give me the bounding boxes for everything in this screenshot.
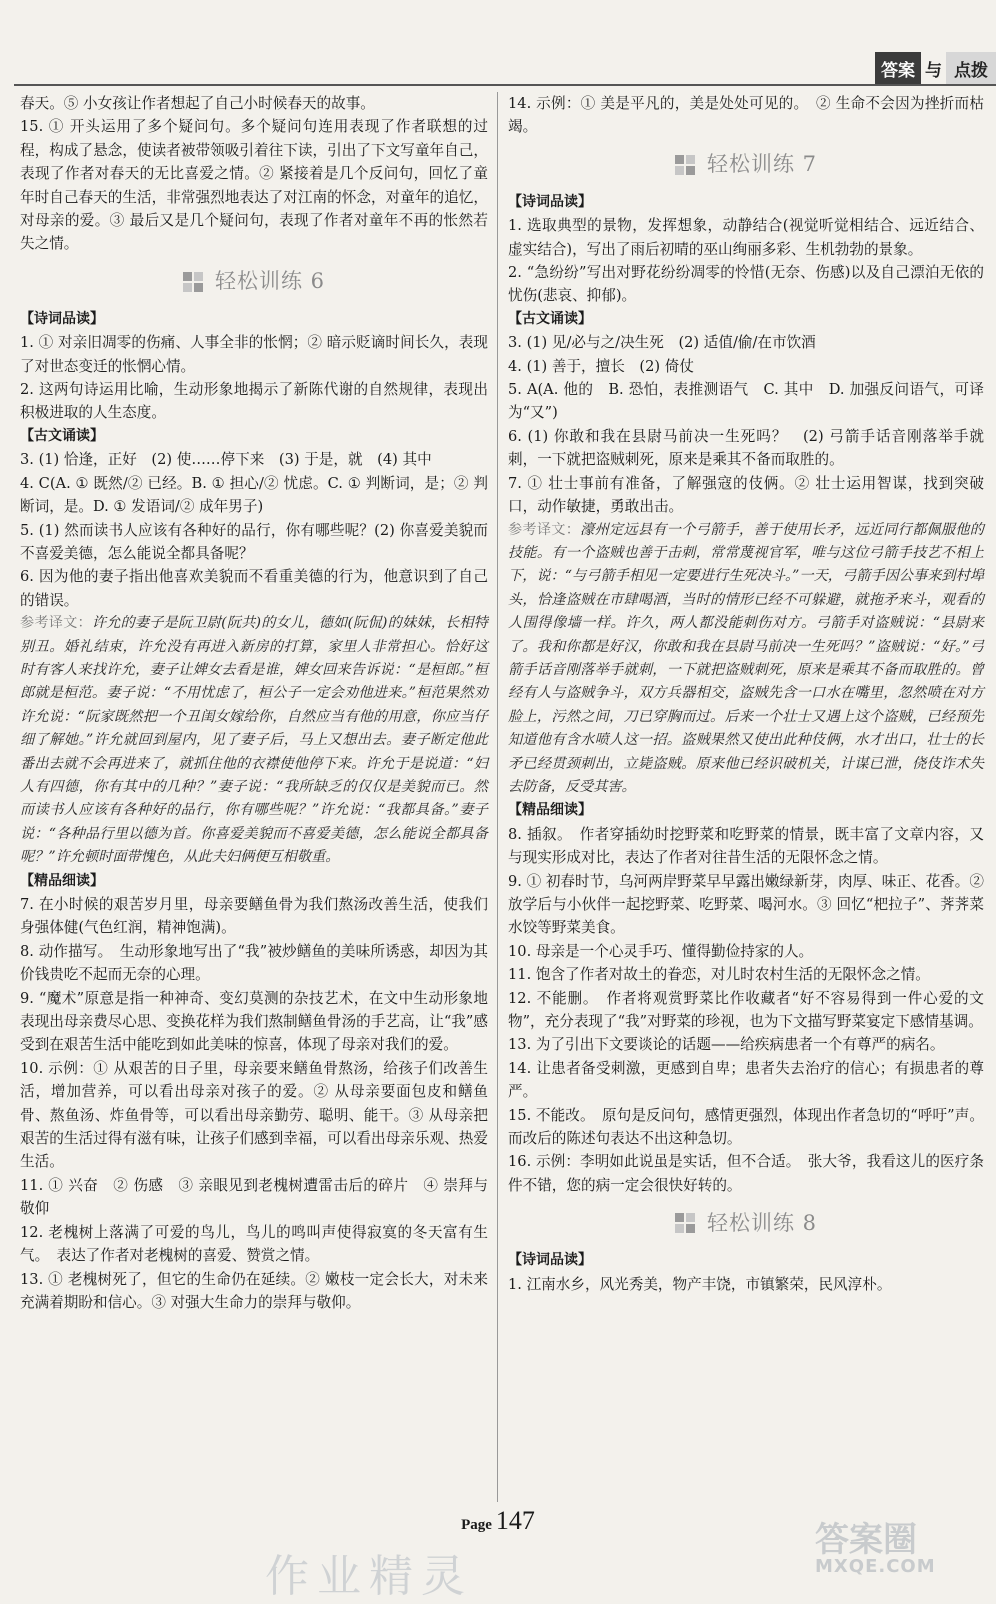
answer-line: 4. C(A. ① 既然/② 已经。B. ① 担心/② 忧虑。C. ① 判断词，是；② 判断词，是。D. ① 发语词/② 成年男子) — [20, 474, 488, 516]
header-rule — [14, 84, 996, 86]
answer-line: 7. 在小时候的艰苦岁月里，母亲要鳝鱼骨为我们熬汤改善生活，使我们身强体健(气色红润，精神饱满)。 — [20, 896, 488, 937]
answer-line: 2. “急纷纷”写出对野花纷纷凋零的怜惜(无奈、伤感)以及自己漂泊无依的忧伤(悲哀、抑郁)。 — [508, 264, 984, 305]
translation-label: 参考译文： — [20, 615, 92, 632]
answer-line: 14. 示例：① 美是平凡的，美是处处可见的。 ② 生命不会因为挫折而枯竭。 — [508, 95, 984, 136]
answer-line: 2. 这两句诗运用比喻，生动形象地揭示了新陈代谢的自然规律，表现出积极进取的人生态度。 — [20, 381, 488, 422]
section-mark-icon — [675, 155, 697, 175]
answer-line: 16. 示例：李明如此说虽是实话，但不合适。 张大爷，我看这儿的医疗条件不错，您的病一定会很快好转的。 — [508, 1153, 984, 1194]
answer-line: 8. 插叙。 作者穿插幼时挖野菜和吃野菜的情景，既丰富了文章内容，又与现实形成对比，表达了作者对往昔生活的无限怀念之情。 — [508, 825, 984, 867]
section-title-8 — [508, 1197, 984, 1249]
answer-line: 10. 示例：① 从艰苦的日子里，母亲要来鳝鱼骨熬汤，给孩子们改善生活，增加营养，可以看出母亲对孩子的爱。② 从母亲要面包皮和鳝鱼骨、熬鱼汤、炸鱼骨等，可以看出母亲勤劳、聪明、能干。③ 从母亲把艰苦的生活过得有滋有味，让孩子们感到幸福，可以看出母亲乐观、热爱生活。 — [20, 1059, 488, 1171]
page-number: 147 — [495, 1506, 535, 1535]
answer-line: 5. (1) 然而读书人应该有各种好的品行，你有哪些呢？(2) 你喜爱美貌而不喜爱美德，怎么能说全都具备呢？ — [20, 521, 488, 562]
answer-line: 9. ① 初春时节，乌河两岸野菜早早露出嫩绿新芽，肉厚、味正、花香。② 放学后与小伙伴一起挖野菜、吃野菜、喝河水。③ 回忆“杷拉子”、荠荠菜水饺等野菜美食。 — [508, 872, 984, 937]
section-title-text: 轻松训练 8 — [706, 1210, 818, 1235]
answer-line: 12. 老槐树上落满了可爱的鸟儿，鸟儿的鸣叫声使得寂寞的冬天富有生气。 表达了作者对老槐树的喜爱、赞赏之情。 — [20, 1223, 488, 1265]
answer-line: 15. ① 开头运用了多个疑问句。多个疑问句连用表现了作者联想的过程，构成了悬念，使读者被带领吸引着往下读，引出了下文写童年自己，表现了作者对春天的无比喜爱之情。② 紧接着是几个反问句，回忆了童年时自己春天的生活，非常强烈地表达了对江南的怀念，对童年的追忆，对母亲的爱。③ 最后又是几个疑问句，表现了作者对童年不再的怅然若失之情。 — [20, 118, 488, 253]
section-mark-icon — [183, 272, 205, 292]
answer-line: 1. 选取典型的景物，发挥想象，动静结合(视觉听觉相结合、远近结合、虚实结合)，写出了雨后初晴的巫山绚丽多彩、生机勃勃的景象。 — [508, 217, 984, 258]
header-badge — [875, 52, 996, 85]
section-title-text: 轻松训练 6 — [214, 269, 326, 294]
answer-line: 5. A(A. 他的 B. 恐怕，表推测语气 C. 其中 D. 加强反问语气，可译为“又”) — [508, 381, 984, 422]
answer-line: 13. 为了引出下文要谈论的话题——给疾病患者一个有尊严的病名。 — [508, 1036, 945, 1054]
answer-line: 12. 不能删。 作者将观赏野菜比作收藏者“好不容易得到一件心爱的文物”，充分表现了“我”对野菜的珍视，也为下文描写野菜宴定下感情基调。 — [508, 989, 984, 1031]
right-column — [508, 92, 984, 1296]
left-column — [20, 92, 488, 1314]
reference-translation — [508, 519, 984, 800]
answer-badge: 答案 — [875, 52, 921, 85]
answer-line: 9. “魔术”原意是指一种神奇、变幻莫测的杂技艺术，在文中生动形象地表现出母亲费尽心思、变换花样为我们熬制鳝鱼骨汤的手艺高，让“我”感受到在艰苦生活中能吃到如此美味的惊喜，体现了母亲对我们的爱。 — [20, 989, 488, 1054]
answer-line: 3. (1) 见/必与之/决生死 (2) 适值/偷/在市饮酒 — [508, 334, 816, 352]
answer-line: 14. 让患者备受刺激，更感到自卑；患者失去治疗的信心；有损患者的尊严。 — [508, 1059, 984, 1101]
tag-poem: 【诗词品读】 — [508, 193, 592, 210]
answer-line: 1. 江南水乡，风光秀美，物产丰饶，市镇繁荣，民风淳朴。 — [508, 1275, 892, 1293]
answer-line: 春天。⑤ 小女孩让作者想起了自己小时候春天的故事。 — [20, 95, 375, 112]
translation-label: 参考译文： — [508, 521, 581, 538]
and-badge: 与 — [925, 61, 942, 81]
watermark-text: 作业精灵 — [265, 1551, 473, 1602]
watermark-logo: 答案圈 — [815, 1520, 917, 1560]
answer-line: 1. ① 对亲旧凋零的伤痛、人事全非的怅惘；② 暗示贬谪时间长久，表现了对世态变迁的怅惘心情。 — [20, 334, 488, 375]
tag-poem: 【诗词品读】 — [20, 310, 104, 327]
section-mark-icon — [675, 1213, 697, 1233]
tag-classic: 【古文诵读】 — [508, 310, 592, 327]
column-divider — [497, 92, 498, 1502]
answer-line: 6. 因为他的妻子指出他喜欢美貌而不看重美德的行为，他意识到了自己的错误。 — [20, 568, 488, 609]
section-title-7 — [508, 139, 984, 191]
translation-text: 许允的妻子是阮卫尉(阮共)的女儿，德如(阮侃)的妹妹，长相特别丑。婚礼结束，许允没有再进入新房的打算，家里人非常担心。恰好这时有客人来找许允，妻子让婢女去看是谁，婢女回来告诉说：“是桓郎。”桓郎就是桓范。妻子说：“不用忧虑了，桓公子一定会劝他进来。”桓范果然劝许允说：“阮家既然把一个丑闺女嫁给你，自然应当有他的用意，你应当仔细了解她。”许允就回到屋内，见了妻子后，马上又想出去。妻子断定他此番出去就不会再进来了，就抓住他的衣襟使他停下来。许允于是说道：“妇人有四德，你有其中的几种？”妻子说：“我所缺乏的仅仅是美貌而已。然而读书人应该有各种好的品行，你有哪些呢？”许允说：“我都具备。”妻子说：“各种品行里以德为首。你喜爱美貌而不喜爱美德，怎么能说全都具备呢？”许允顿时面带愧色，从此夫妇俩便互相敬重。 — [20, 615, 488, 866]
page-label: Page — [461, 1517, 492, 1533]
answer-line: 8. 动作描写。 生动形象地写出了“我”被炒鳝鱼的美味所诱惑，却因为其价钱贵吃不起而无奈的心理。 — [20, 942, 488, 984]
tag-fine: 【精品细读】 — [508, 802, 592, 819]
answer-line: 15. 不能改。 原句是反问句，感情更强烈，体现出作者急切的“呼吁”声。而改后的陈述句表达不出这种急切。 — [508, 1106, 984, 1148]
section-title-text: 轻松训练 7 — [706, 152, 818, 177]
answer-line: 7. ① 壮士事前有准备，了解强寇的伎俩。② 壮士运用智谋，找到突破口，动作敏捷，勇敢出击。 — [508, 474, 984, 516]
tag-fine: 【精品细读】 — [20, 872, 104, 889]
hint-badge: 点拨 — [946, 52, 996, 85]
section-title-6 — [20, 256, 488, 308]
translation-text: 濠州定远县有一个弓箭手，善于使用长矛，远近同行都佩服他的技能。有一个盗贼也善于击刺，常常蔑视官军，唯与这位弓箭手技艺不相上下，说：“与弓箭手相见一定要进行生死决斗。”一天，弓箭手因公事来到村埠头，恰逢盗贼在市肆喝酒，当时的情形已经不可躲避，就拖矛来斗，观看的人围得像墙一样。许久，两人都没能刺伤对方。弓箭手对盗贼说：“县尉来了。我和你都是好汉，你敢和我在县尉马前决一生死吗？”盗贼说：“好。”弓箭手话音刚落举手就刺，一下就把盗贼刺死，原来是乘其不备而取胜的。曾经有人与盗贼争斗，双方兵器相交，盗贼先含一口水在嘴里，忽然喷在对方脸上，污然之间，刀已穿胸而过。后来一个壮士又遇上这个盗贼，已经预先知道他有含水喷人这一招。盗贼果然又使出此种伎俩，水才出口，壮士的长矛已经贯颈刺出，立毙盗贼。原来他已经识破机关，计谋已泄，侥伎诈术失去防备，反受其害。 — [508, 521, 984, 795]
tag-poem: 【诗词品读】 — [508, 1252, 592, 1269]
answer-line: 11. 饱含了作者对故土的眷恋，对儿时农村生活的无限怀念之情。 — [508, 966, 930, 984]
answer-line: 13. ① 老槐树死了，但它的生命仍在延续。② 嫩枝一定会长大，对未来充满着期盼和信心。③ 对强大生命力的崇拜与敬仰。 — [20, 1270, 488, 1311]
tag-classic: 【古文诵读】 — [20, 427, 104, 444]
answer-line: 3. (1) 恰逢，正好 (2) 使……停下来 (3) 于是，就 (4) 其中 — [20, 451, 432, 469]
watermark-site: MXQE.COM — [815, 1556, 936, 1577]
reference-translation — [20, 612, 488, 869]
answer-line: 4. (1) 善于，擅长 (2) 倚仗 — [508, 357, 694, 375]
answer-line: 10. 母亲是一个心灵手巧、懂得勤俭持家的人。 — [508, 942, 814, 960]
answer-line: 11. ① 兴奋 ② 伤感 ③ 亲眼见到老槐树遭雷击后的碎片 ④ 崇拜与敬仰 — [20, 1176, 488, 1218]
answer-line: 6. (1) 你敢和我在县尉马前决一生死吗？ (2) 弓箭手话音刚落举手就刺，一下就把盗贼刺死，原来是乘其不备而取胜的。 — [508, 427, 984, 469]
